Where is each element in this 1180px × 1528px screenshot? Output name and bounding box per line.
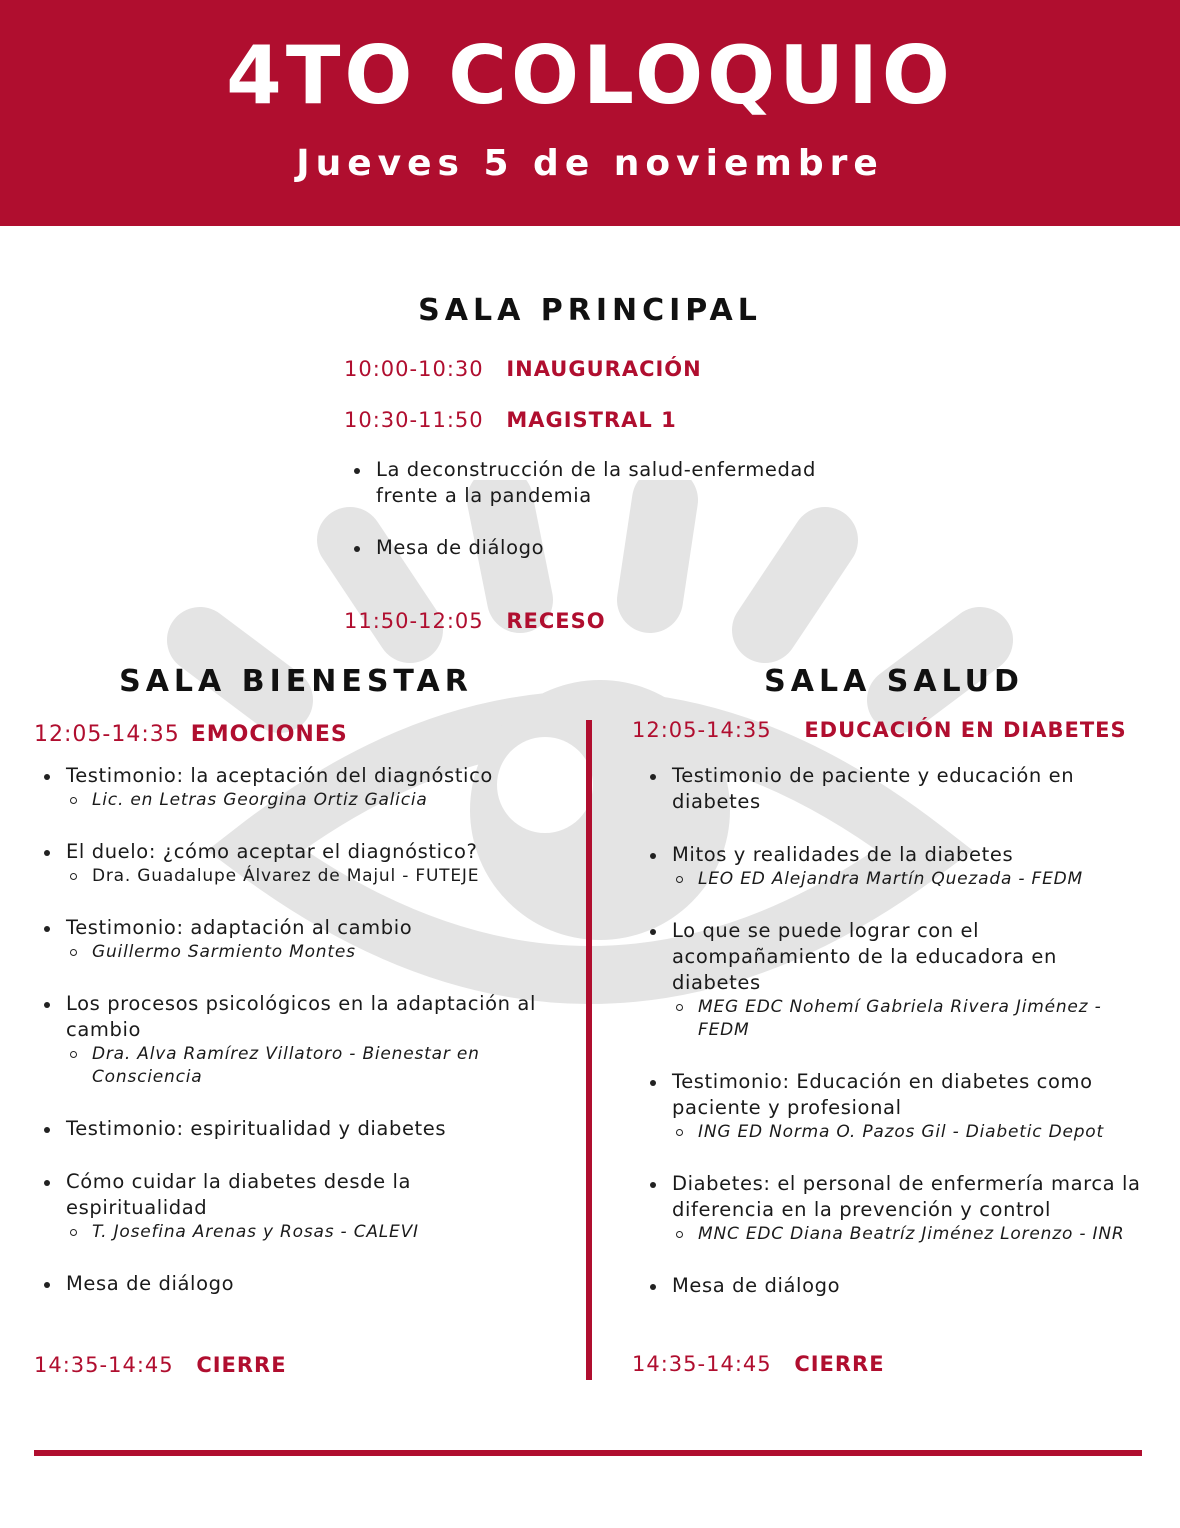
schedule-slot [34, 1352, 287, 1378]
slot-time: 11:50-12:05 [344, 609, 484, 633]
slot-time: 10:30-11:50 [344, 408, 484, 432]
list-item-text-line1: La deconstrucción de la salud-enfermedad [376, 458, 816, 481]
slot-time: 14:35-14:45 [34, 1353, 174, 1377]
list-item [32, 1169, 562, 1244]
list-item [32, 1116, 562, 1142]
list-item [342, 457, 862, 509]
slot-time: 10:00-10:30 [344, 357, 484, 381]
list-item [32, 1271, 562, 1297]
schedule-slot [34, 722, 348, 748]
list-item-text: Mesa de diálogo [66, 1272, 235, 1295]
speaker-name: ING ED Norma O. Pazos Gil - Diabetic Depot [672, 1121, 1158, 1144]
speaker-name: Lic. en Letras Georgina Ortiz Galicia [66, 789, 562, 812]
page-subtitle: Jueves 5 de noviembre [296, 143, 884, 184]
salud-item-list [638, 763, 1158, 1299]
list-item [638, 763, 1158, 815]
schedule-slot [632, 1351, 885, 1377]
speaker-name: Guillermo Sarmiento Montes [66, 941, 562, 964]
list-item [638, 1171, 1158, 1246]
principal-item-list [342, 457, 862, 561]
speaker-name: LEO ED Alejandra Martín Quezada - FEDM [672, 868, 1158, 891]
slot-time: 12:05-14:35 [34, 722, 180, 747]
slot-time: 14:35-14:45 [632, 1352, 772, 1376]
list-item [32, 991, 562, 1089]
sala-principal-title: SALA PRINCIPAL [418, 293, 762, 328]
list-item [342, 535, 862, 561]
slot-label: CIERRE [794, 1352, 885, 1376]
sala-bienestar-title: SALA BIENESTAR [119, 664, 473, 699]
list-item-text: Testimonio: la aceptación del diagnóstico [66, 764, 493, 787]
list-item-text: Testimonio: adaptación al cambio [66, 916, 413, 939]
schedule-slot [344, 608, 606, 634]
list-item [638, 1069, 1158, 1144]
footer-rule [34, 1450, 1142, 1456]
schedule-slot [632, 717, 1127, 743]
list-item-text: El duelo: ¿cómo aceptar el diagnóstico? [66, 840, 478, 863]
slot-label: INAUGURACIÓN [506, 357, 702, 381]
list-item-text: Cómo cuidar la diabetes desde la espiritualidad [66, 1170, 412, 1219]
list-item [32, 763, 562, 812]
list-item [32, 915, 562, 964]
schedule-slot [344, 407, 677, 433]
list-item-text: Diabetes: el personal de enfermería marca la diferencia en la prevención y control [672, 1172, 1141, 1221]
list-item [638, 1273, 1158, 1299]
speaker-name: MNC EDC Diana Beatríz Jiménez Lorenzo - INR [672, 1223, 1138, 1246]
list-item [32, 839, 562, 888]
speaker-name: T. Josefina Arenas y Rosas - CALEVI [66, 1221, 562, 1244]
bienestar-item-list [32, 763, 562, 1297]
slot-time: 12:05-14:35 [632, 718, 772, 742]
list-item-text: Lo que se puede lograr con el acompañamiento de la educadora en diabetes [672, 919, 1057, 994]
header-banner [0, 0, 1180, 226]
list-item [638, 842, 1158, 891]
speaker-name: MEG EDC Nohemí Gabriela Rivera Jiménez - FEDM [672, 996, 1138, 1042]
column-divider [586, 720, 592, 1380]
list-item-text-line2: frente a la pandemia [376, 484, 592, 507]
list-item-text: Testimonio de paciente y educación en diabetes [672, 764, 1075, 813]
slot-label: RECESO [506, 609, 606, 633]
slot-label: EMOCIONES [190, 722, 348, 747]
schedule-slot [344, 356, 702, 382]
list-item-text: Testimonio: Educación en diabetes como paciente y profesional [672, 1070, 1093, 1119]
list-item-text: Testimonio: espiritualidad y diabetes [66, 1117, 447, 1140]
slot-label: EDUCACIÓN EN DIABETES [804, 718, 1127, 742]
sala-salud-title: SALA SALUD [764, 664, 1024, 699]
list-item-text: Mitos y realidades de la diabetes [672, 843, 1014, 866]
list-item-text: Mesa de diálogo [672, 1274, 841, 1297]
list-item-text: Mesa de diálogo [376, 536, 545, 559]
list-item-text: Los procesos psicológicos en la adaptación al cambio [66, 992, 536, 1041]
speaker-name: Dra. Alva Ramírez Villatoro - Bienestar en Consciencia [66, 1043, 512, 1089]
slot-label: CIERRE [196, 1353, 287, 1377]
slot-label: MAGISTRAL 1 [506, 408, 677, 432]
page-title: 4TO COLOQUIO [226, 29, 954, 122]
list-item [638, 918, 1158, 1042]
speaker-name: Dra. Guadalupe Álvarez de Majul - FUTEJE [66, 865, 562, 888]
